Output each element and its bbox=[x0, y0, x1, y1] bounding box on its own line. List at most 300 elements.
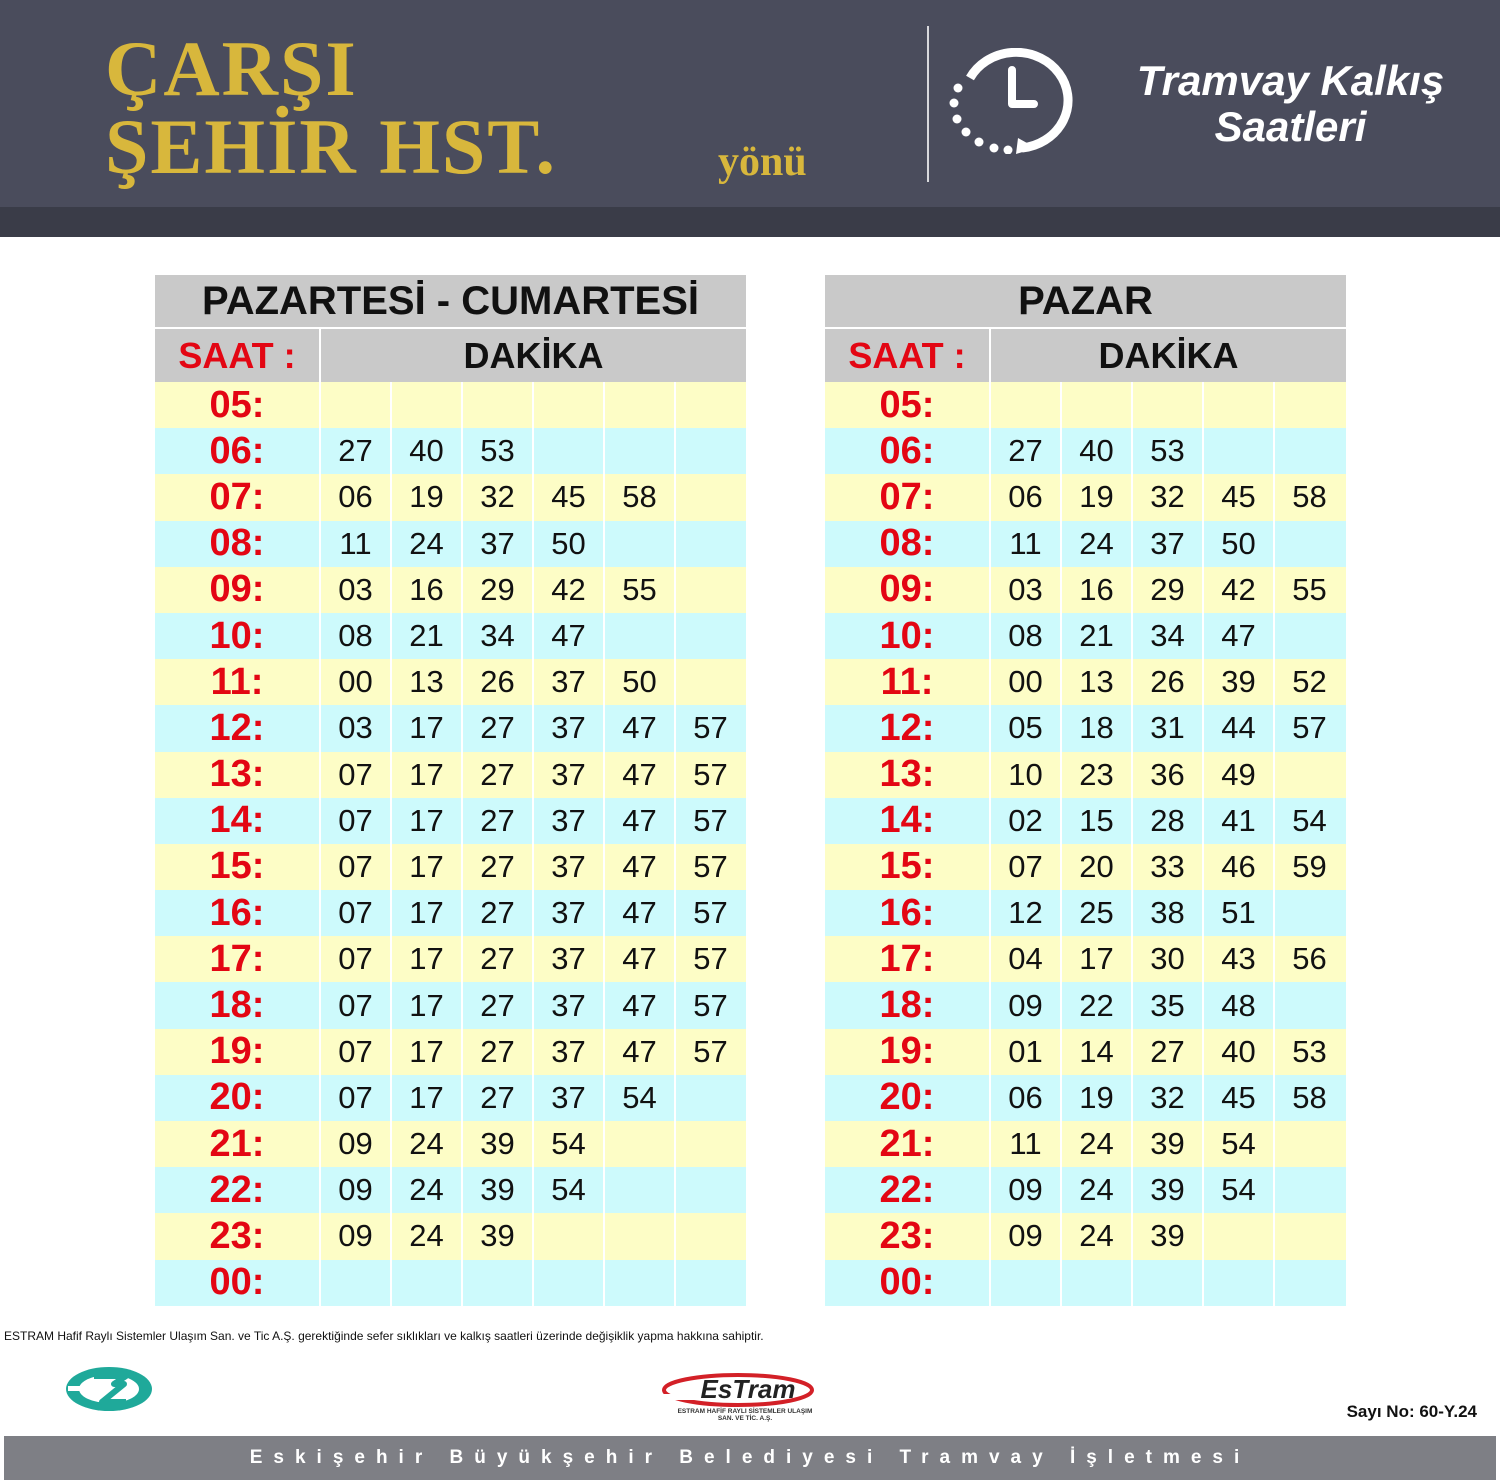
minute-cell: 56 bbox=[1292, 941, 1327, 977]
timetable-row bbox=[825, 844, 1346, 890]
hour-cell: 07: bbox=[155, 474, 321, 520]
minute-cell bbox=[1275, 613, 1344, 659]
weekday-column-headers bbox=[155, 329, 746, 382]
minute-cell bbox=[534, 1260, 605, 1306]
minute-cell bbox=[534, 382, 605, 428]
timetable-row bbox=[155, 1075, 746, 1121]
municipality-footer-bar bbox=[4, 1436, 1496, 1480]
minute-cell: 47 bbox=[605, 844, 676, 890]
timetable-row bbox=[825, 752, 1346, 798]
minute-cell: 21 bbox=[392, 613, 463, 659]
minute-cell: 07 bbox=[321, 1029, 392, 1075]
minute-cell: 40 bbox=[392, 428, 463, 474]
minute-cell bbox=[605, 521, 676, 567]
minute-cell: 47 bbox=[605, 798, 676, 844]
minute-cell: 27 bbox=[463, 798, 534, 844]
minute-cell: 47 bbox=[605, 705, 676, 751]
minute-cell bbox=[1275, 382, 1344, 428]
minute-cell: 17 bbox=[392, 752, 463, 798]
minute-cell: 19 bbox=[1062, 474, 1133, 520]
minute-cell bbox=[1275, 1213, 1344, 1259]
minute-cell: 48 bbox=[1204, 982, 1275, 1028]
minute-cell: 37 bbox=[534, 752, 605, 798]
minute-cell: 15 bbox=[1062, 798, 1133, 844]
hour-cell: 20: bbox=[825, 1075, 991, 1121]
minute-cell: 07 bbox=[321, 890, 392, 936]
minute-cell: 32 bbox=[1133, 474, 1204, 520]
hour-cell: 23: bbox=[155, 1213, 321, 1259]
timetable-row bbox=[825, 521, 1346, 567]
minute-cell: 57 bbox=[693, 848, 728, 884]
hour-cell: 10: bbox=[825, 613, 991, 659]
hour-cell: 13: bbox=[825, 752, 991, 798]
minute-cell: 54 bbox=[1204, 1121, 1275, 1167]
minute-cell: 37 bbox=[534, 890, 605, 936]
minute-cell: 27 bbox=[1133, 1029, 1204, 1075]
minute-cell: 09 bbox=[321, 1167, 392, 1213]
minute-cell: 29 bbox=[463, 567, 534, 613]
timetable-row bbox=[825, 567, 1346, 613]
timetable-row bbox=[155, 798, 746, 844]
minute-cell: 26 bbox=[463, 659, 534, 705]
minute-cell: 57 bbox=[693, 895, 728, 931]
minute-cell: 27 bbox=[463, 890, 534, 936]
minute-cell bbox=[605, 1121, 676, 1167]
minute-cell: 04 bbox=[991, 936, 1062, 982]
timetable-row bbox=[825, 982, 1346, 1028]
header-banner bbox=[0, 0, 1500, 237]
minute-cell: 17 bbox=[392, 705, 463, 751]
minute-cell bbox=[1062, 382, 1133, 428]
minute-cell bbox=[991, 1260, 1062, 1306]
timetable-row bbox=[155, 844, 746, 890]
timetable-row bbox=[825, 1167, 1346, 1213]
minute-cell: 39 bbox=[463, 1121, 534, 1167]
minute-cell bbox=[605, 1260, 676, 1306]
minute-cell: 08 bbox=[321, 613, 392, 659]
minute-cell: 09 bbox=[991, 1167, 1062, 1213]
sunday-rows bbox=[825, 382, 1346, 1306]
minute-cell: 49 bbox=[1204, 752, 1275, 798]
minute-cell: 27 bbox=[463, 705, 534, 751]
minute-cell: 54 bbox=[534, 1121, 605, 1167]
minute-cell: 37 bbox=[1133, 521, 1204, 567]
hour-cell: 17: bbox=[155, 936, 321, 982]
minute-cell: 47 bbox=[605, 936, 676, 982]
hour-cell: 22: bbox=[155, 1167, 321, 1213]
minute-cell: 47 bbox=[605, 752, 676, 798]
timetable-row bbox=[155, 1213, 746, 1259]
minute-cell: 07 bbox=[321, 844, 392, 890]
minute-column-header: DAKİKA bbox=[991, 329, 1346, 382]
timetable-row bbox=[825, 474, 1346, 520]
timetable-row bbox=[155, 474, 746, 520]
estram-logo-subtitle bbox=[660, 1408, 830, 1422]
hour-cell: 06: bbox=[155, 428, 321, 474]
minute-cell bbox=[321, 1260, 392, 1306]
timetable-row bbox=[155, 936, 746, 982]
minute-cell: 58 bbox=[1292, 479, 1327, 515]
minute-cell: 39 bbox=[1133, 1213, 1204, 1259]
minute-cell bbox=[676, 1213, 745, 1259]
minute-cell: 06 bbox=[991, 1075, 1062, 1121]
minute-cell bbox=[1204, 1260, 1275, 1306]
minute-cell: 27 bbox=[463, 844, 534, 890]
minute-cell: 09 bbox=[991, 982, 1062, 1028]
minute-cell: 58 bbox=[1292, 1079, 1327, 1115]
minute-cell: 24 bbox=[392, 1121, 463, 1167]
minute-cell: 32 bbox=[1133, 1075, 1204, 1121]
weekday-timetable bbox=[155, 275, 746, 1306]
minute-cell: 13 bbox=[392, 659, 463, 705]
minute-cell: 37 bbox=[534, 982, 605, 1028]
minute-cell: 02 bbox=[991, 798, 1062, 844]
hour-cell: 05: bbox=[155, 382, 321, 428]
minute-cell bbox=[676, 1260, 745, 1306]
minute-cell bbox=[1133, 382, 1204, 428]
minute-cell: 18 bbox=[1062, 705, 1133, 751]
minute-cell: 26 bbox=[1133, 659, 1204, 705]
minute-cell: 17 bbox=[392, 890, 463, 936]
minute-cell bbox=[676, 382, 745, 428]
minute-cell bbox=[605, 1213, 676, 1259]
minute-cell: 55 bbox=[1292, 571, 1327, 607]
minute-cell: 47 bbox=[1204, 613, 1275, 659]
minute-cell: 29 bbox=[1133, 567, 1204, 613]
minute-cell: 16 bbox=[1062, 567, 1133, 613]
minute-cell bbox=[463, 382, 534, 428]
minute-cell: 24 bbox=[1062, 1167, 1133, 1213]
minute-cell: 39 bbox=[463, 1167, 534, 1213]
minute-cell: 57 bbox=[693, 1033, 728, 1069]
minute-cell bbox=[1275, 982, 1344, 1028]
minute-cell bbox=[676, 659, 745, 705]
minute-cell bbox=[321, 382, 392, 428]
minute-cell: 42 bbox=[1204, 567, 1275, 613]
timetable-row bbox=[825, 428, 1346, 474]
minute-cell: 40 bbox=[1062, 428, 1133, 474]
hour-cell: 07: bbox=[825, 474, 991, 520]
hour-cell: 15: bbox=[155, 844, 321, 890]
tram-title-line1: Tramvay Kalkış bbox=[1136, 57, 1445, 104]
hour-cell: 12: bbox=[155, 705, 321, 751]
minute-cell: 43 bbox=[1204, 936, 1275, 982]
timetable-row bbox=[155, 613, 746, 659]
timetable-row bbox=[155, 521, 746, 567]
minute-cell: 14 bbox=[1062, 1029, 1133, 1075]
hour-cell: 12: bbox=[825, 705, 991, 751]
minute-cell: 27 bbox=[463, 1075, 534, 1121]
header-bottom-strip bbox=[0, 207, 1500, 237]
minute-cell: 11 bbox=[991, 1121, 1062, 1167]
clock-icon bbox=[946, 48, 1078, 154]
hour-cell: 23: bbox=[825, 1213, 991, 1259]
timetable-row bbox=[825, 890, 1346, 936]
hour-cell: 19: bbox=[825, 1029, 991, 1075]
minute-cell bbox=[1275, 1167, 1344, 1213]
minute-cell bbox=[1204, 428, 1275, 474]
minute-cell: 27 bbox=[463, 982, 534, 1028]
minute-cell: 42 bbox=[534, 567, 605, 613]
minute-cell: 44 bbox=[1204, 705, 1275, 751]
hour-cell: 15: bbox=[825, 844, 991, 890]
hour-cell: 14: bbox=[825, 798, 991, 844]
minute-cell: 53 bbox=[1292, 1033, 1327, 1069]
municipality-footer-text: Eskişehir Büyükşehir Belediyesi Tramvay İşletmesi bbox=[249, 1447, 1251, 1468]
minute-cell: 09 bbox=[321, 1121, 392, 1167]
hour-cell: 17: bbox=[825, 936, 991, 982]
minute-cell: 17 bbox=[392, 982, 463, 1028]
minute-cell: 07 bbox=[321, 936, 392, 982]
minute-cell: 09 bbox=[991, 1213, 1062, 1259]
hour-cell: 05: bbox=[825, 382, 991, 428]
minute-cell: 27 bbox=[463, 752, 534, 798]
minute-cell bbox=[676, 567, 745, 613]
timetable-row bbox=[155, 659, 746, 705]
minute-cell: 17 bbox=[392, 798, 463, 844]
minute-cell: 17 bbox=[392, 1029, 463, 1075]
station-title-line1: ÇARŞI bbox=[105, 25, 358, 112]
minute-cell: 17 bbox=[392, 844, 463, 890]
hour-cell: 19: bbox=[155, 1029, 321, 1075]
minute-cell bbox=[676, 1167, 745, 1213]
minute-cell bbox=[392, 382, 463, 428]
minute-cell bbox=[1204, 382, 1275, 428]
minute-cell: 30 bbox=[1133, 936, 1204, 982]
minute-cell: 13 bbox=[1062, 659, 1133, 705]
minute-cell bbox=[676, 428, 745, 474]
minute-cell bbox=[1275, 890, 1344, 936]
minute-cell bbox=[463, 1260, 534, 1306]
minute-cell: 45 bbox=[1204, 1075, 1275, 1121]
minute-cell: 07 bbox=[991, 844, 1062, 890]
weekday-table-title: PAZARTESİ - CUMARTESİ bbox=[155, 275, 746, 327]
timetable-row bbox=[825, 1121, 1346, 1167]
minute-cell: 53 bbox=[1133, 428, 1204, 474]
timetable-row bbox=[155, 705, 746, 751]
estram-logo-subtitle-line2: SAN. VE TİC. A.Ş. bbox=[717, 1415, 773, 1422]
disclaimer-note: ESTRAM Hafif Raylı Sistemler Ulaşım San. ve Tic A.Ş. gerektiğinde sefer sıklıkları ve kalkış saatleri üzerinde değişiklik yapma hakkına sahiptir. bbox=[4, 1329, 764, 1343]
minute-cell: 27 bbox=[991, 428, 1062, 474]
minute-cell: 07 bbox=[321, 752, 392, 798]
minute-cell: 23 bbox=[1062, 752, 1133, 798]
minute-cell: 57 bbox=[693, 987, 728, 1023]
timetable-row bbox=[155, 1260, 746, 1306]
minute-cell: 24 bbox=[392, 521, 463, 567]
minute-cell: 57 bbox=[1292, 710, 1327, 746]
minute-cell: 17 bbox=[1062, 936, 1133, 982]
minute-cell bbox=[676, 474, 745, 520]
minute-cell: 07 bbox=[321, 982, 392, 1028]
minute-cell: 11 bbox=[321, 521, 392, 567]
minute-cell: 54 bbox=[605, 1075, 676, 1121]
minute-cell: 00 bbox=[321, 659, 392, 705]
minute-cell: 07 bbox=[321, 1075, 392, 1121]
minute-cell: 09 bbox=[321, 1213, 392, 1259]
minute-cell bbox=[605, 1167, 676, 1213]
minute-cell: 17 bbox=[392, 1075, 463, 1121]
timetable-row bbox=[155, 1121, 746, 1167]
minute-cell: 55 bbox=[605, 567, 676, 613]
hour-cell: 13: bbox=[155, 752, 321, 798]
minute-cell: 39 bbox=[463, 1213, 534, 1259]
minute-cell bbox=[1275, 1121, 1344, 1167]
estram-logo-text: EsTram bbox=[700, 1374, 796, 1404]
minute-cell: 39 bbox=[1204, 659, 1275, 705]
minute-cell: 45 bbox=[534, 474, 605, 520]
timetable-row bbox=[825, 705, 1346, 751]
minute-cell: 54 bbox=[534, 1167, 605, 1213]
timetable-row bbox=[155, 382, 746, 428]
minute-cell: 07 bbox=[321, 798, 392, 844]
minute-cell bbox=[534, 428, 605, 474]
minute-cell: 53 bbox=[463, 428, 534, 474]
minute-cell: 17 bbox=[392, 936, 463, 982]
hour-cell: 16: bbox=[155, 890, 321, 936]
timetable-row bbox=[155, 752, 746, 798]
minute-cell: 46 bbox=[1204, 844, 1275, 890]
minute-cell: 25 bbox=[1062, 890, 1133, 936]
hour-cell: 09: bbox=[155, 567, 321, 613]
minute-cell: 37 bbox=[463, 521, 534, 567]
minute-cell bbox=[605, 613, 676, 659]
hour-cell: 08: bbox=[825, 521, 991, 567]
minute-cell: 12 bbox=[991, 890, 1062, 936]
hour-cell: 09: bbox=[825, 567, 991, 613]
minute-cell: 54 bbox=[1292, 802, 1327, 838]
minute-cell bbox=[534, 1213, 605, 1259]
minute-cell: 06 bbox=[991, 474, 1062, 520]
minute-cell: 24 bbox=[1062, 1121, 1133, 1167]
minute-cell: 37 bbox=[534, 659, 605, 705]
minute-cell: 37 bbox=[534, 1075, 605, 1121]
sunday-timetable bbox=[825, 275, 1346, 1306]
minute-cell: 28 bbox=[1133, 798, 1204, 844]
minute-cell bbox=[392, 1260, 463, 1306]
sunday-table-title: PAZAR bbox=[825, 275, 1346, 327]
minute-cell: 59 bbox=[1292, 848, 1327, 884]
timetable-row bbox=[825, 659, 1346, 705]
minute-cell: 27 bbox=[463, 1029, 534, 1075]
direction-suffix: yönü bbox=[718, 139, 807, 185]
hour-cell: 18: bbox=[155, 982, 321, 1028]
minute-cell: 10 bbox=[991, 752, 1062, 798]
minute-cell bbox=[1133, 1260, 1204, 1306]
minute-cell: 47 bbox=[605, 1029, 676, 1075]
minute-cell bbox=[676, 1121, 745, 1167]
minute-cell: 19 bbox=[392, 474, 463, 520]
minute-cell bbox=[991, 382, 1062, 428]
timetable-row bbox=[825, 1260, 1346, 1306]
minute-cell bbox=[605, 382, 676, 428]
minute-cell: 37 bbox=[534, 844, 605, 890]
minute-cell: 27 bbox=[463, 936, 534, 982]
eskisehir-municipality-logo bbox=[64, 1362, 154, 1414]
hour-cell: 00: bbox=[155, 1260, 321, 1306]
hour-cell: 21: bbox=[825, 1121, 991, 1167]
minute-cell: 01 bbox=[991, 1029, 1062, 1075]
timetable-row bbox=[155, 1029, 746, 1075]
weekday-rows bbox=[155, 382, 746, 1306]
minute-cell bbox=[1062, 1260, 1133, 1306]
station-title-line2: ŞEHİR HST. bbox=[105, 103, 558, 190]
hour-column-header: SAAT : bbox=[155, 329, 319, 382]
minute-cell: 50 bbox=[605, 659, 676, 705]
hour-column-header: SAAT : bbox=[825, 329, 989, 382]
minute-cell: 19 bbox=[1062, 1075, 1133, 1121]
minute-cell: 08 bbox=[991, 613, 1062, 659]
header-divider bbox=[927, 26, 929, 182]
hour-cell: 22: bbox=[825, 1167, 991, 1213]
minute-cell: 27 bbox=[321, 428, 392, 474]
hour-cell: 14: bbox=[155, 798, 321, 844]
minute-cell: 05 bbox=[991, 705, 1062, 751]
minute-cell: 06 bbox=[321, 474, 392, 520]
minute-cell: 57 bbox=[693, 756, 728, 792]
minute-cell: 50 bbox=[1204, 521, 1275, 567]
minute-cell: 39 bbox=[1133, 1121, 1204, 1167]
minute-cell: 20 bbox=[1062, 844, 1133, 890]
minute-cell: 00 bbox=[991, 659, 1062, 705]
estram-logo-subtitle-line1: ESTRAM HAFİF RAYLI SİSTEMLER ULAŞIM bbox=[677, 1408, 813, 1415]
minute-cell: 36 bbox=[1133, 752, 1204, 798]
minute-cell: 21 bbox=[1062, 613, 1133, 659]
minute-cell: 41 bbox=[1204, 798, 1275, 844]
minute-cell: 03 bbox=[321, 567, 392, 613]
hour-cell: 06: bbox=[825, 428, 991, 474]
minute-cell: 33 bbox=[1133, 844, 1204, 890]
hour-cell: 10: bbox=[155, 613, 321, 659]
timetable-row bbox=[825, 1029, 1346, 1075]
issue-number: Sayı No: 60-Y.24 bbox=[1346, 1402, 1477, 1421]
minute-cell: 39 bbox=[1133, 1167, 1204, 1213]
minute-cell: 24 bbox=[392, 1213, 463, 1259]
minute-cell bbox=[676, 613, 745, 659]
minute-cell: 40 bbox=[1204, 1029, 1275, 1075]
minute-cell: 34 bbox=[1133, 613, 1204, 659]
tram-departure-title bbox=[1088, 58, 1493, 150]
minute-cell: 03 bbox=[321, 705, 392, 751]
minute-cell: 47 bbox=[534, 613, 605, 659]
timetable-row bbox=[155, 982, 746, 1028]
minute-cell: 54 bbox=[1204, 1167, 1275, 1213]
minute-cell: 57 bbox=[693, 802, 728, 838]
minute-cell: 24 bbox=[1062, 521, 1133, 567]
minute-cell bbox=[676, 521, 745, 567]
minute-cell: 03 bbox=[991, 567, 1062, 613]
hour-cell: 11: bbox=[155, 659, 321, 705]
minute-cell: 24 bbox=[392, 1167, 463, 1213]
minute-cell: 24 bbox=[1062, 1213, 1133, 1259]
minute-cell: 37 bbox=[534, 936, 605, 982]
minute-cell: 45 bbox=[1204, 474, 1275, 520]
minute-cell bbox=[1275, 752, 1344, 798]
minute-cell: 58 bbox=[605, 474, 676, 520]
timetable-row bbox=[155, 567, 746, 613]
hour-cell: 20: bbox=[155, 1075, 321, 1121]
timetable-row bbox=[825, 382, 1346, 428]
hour-cell: 21: bbox=[155, 1121, 321, 1167]
minute-cell: 52 bbox=[1292, 664, 1327, 700]
minute-cell: 47 bbox=[605, 890, 676, 936]
timetable-row bbox=[825, 1075, 1346, 1121]
hour-cell: 16: bbox=[825, 890, 991, 936]
minute-cell: 32 bbox=[463, 474, 534, 520]
hour-cell: 18: bbox=[825, 982, 991, 1028]
tram-title-line2: Saatleri bbox=[1214, 103, 1367, 150]
minute-cell bbox=[1275, 428, 1344, 474]
timetable-row bbox=[825, 1213, 1346, 1259]
